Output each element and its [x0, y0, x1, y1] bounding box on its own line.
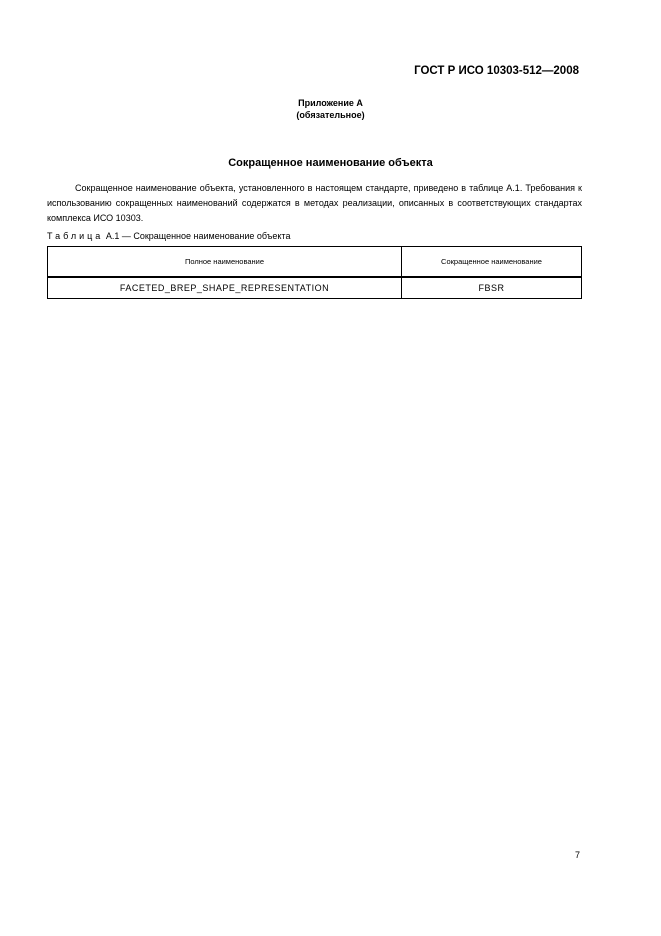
header-short-name: Сокращенное наименование [402, 247, 582, 278]
body-paragraph: Сокращенное наименование объекта, установленного в настоящем стандарте, приведено в таблице А.1. Требования к использованию сокращенных наименований содержатся в методах реализации, описанных в соответствующих стандартах комплекса ИСО 10303. [47, 183, 582, 223]
table-header-row [48, 247, 582, 278]
caption-word: Таблица [47, 231, 104, 241]
abbreviation-table [47, 246, 582, 299]
section-title: Сокращенное наименование объекта [228, 157, 433, 169]
appendix-heading [0, 97, 661, 121]
header-full-name: Полное наименование [48, 247, 402, 278]
table-row [48, 277, 582, 299]
caption-text: А.1 — Сокращенное наименование объекта [105, 231, 291, 241]
document-id: ГОСТ Р ИСО 10303-512—2008 [414, 65, 579, 77]
page-number: 7 [575, 850, 581, 860]
appendix-status: (обязательное) [296, 110, 365, 120]
cell-full-name: FACETED_BREP_SHAPE_REPRESENTATION [48, 277, 402, 299]
table-caption [47, 231, 290, 241]
cell-short-name: FBSR [402, 277, 582, 299]
appendix-title: Приложение А [298, 98, 363, 108]
